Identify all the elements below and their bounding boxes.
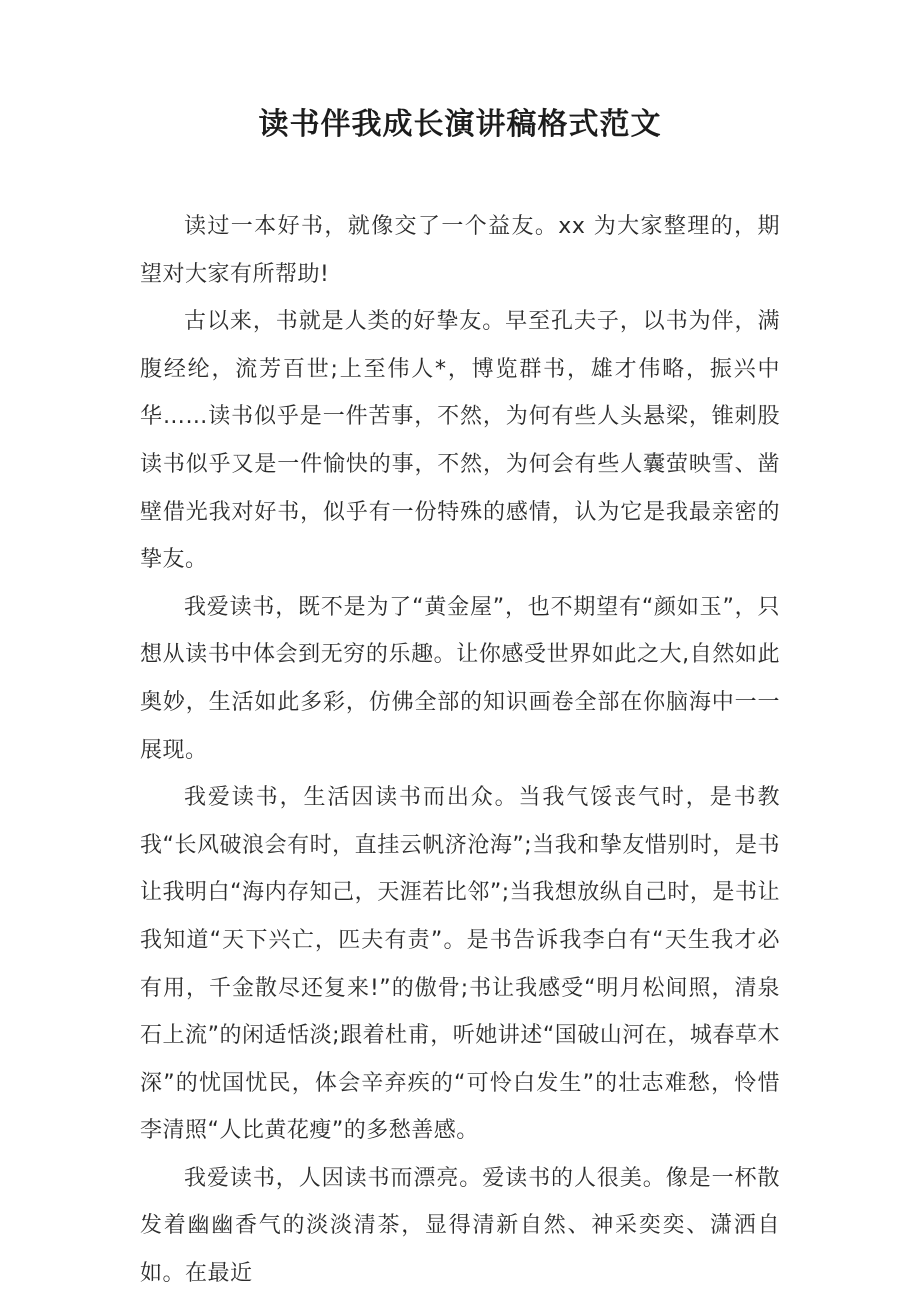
document-title: 读书伴我成长演讲稿格式范文 [258, 107, 662, 142]
paragraph-intro: 读过一本好书，就像交了一个益友。xx 为大家整理的，期望对大家有所帮助! [140, 214, 780, 287]
paragraph-love-reading-poems: 我爱读书，生活因读书而出众。当我气馁丧气时，是书教我“长风破浪会有时，直挂云帆济沧海”;当我和挚友惜别时，是书让我明白“海内存知己，天涯若比邻”;当我想放纵自己时，是书让我知道“天下兴亡，匹夫有责”。是书告诉我李白有“天生我才必有用，千金散尽还复来!”的傲骨;书让我感受“明月松间照，清泉石上流”的闲适恬淡;跟着杜甫，听她讲述“国破山河在，城春草木深”的忧国忧民，体会辛弃疾的“可怜白发生”的壮志难愁，怜惜李清照“人比黄花瘦”的多愁善感。 [140, 785, 780, 1144]
paragraph-love-reading-beauty: 我爱读书，人因读书而漂亮。爱读书的人很美。像是一杯散发着幽幽香气的淡淡清茶，显得清新自然、神采奕奕、潇洒自如。在最近 [140, 1165, 780, 1287]
paragraph-history-of-reading: 古以来，书就是人类的好挚友。早至孔夫子，以书为伴，满腹经纶，流芳百世;上至伟人*，博览群书，雄才伟略，振兴中华……读书似乎是一件苦事，不然，为何有些人头悬梁，锥刺股读书似乎又是一件愉快的事，不然，为何会有些人囊萤映雪、凿壁借光我对好书，似乎有一份特殊的感情，认为它是我最亲密的挚友。 [140, 309, 780, 573]
paragraph-love-reading-fun: 我爱读书，既不是为了“黄金屋”，也不期望有“颜如玉”，只想从读书中体会到无穷的乐趣。让你感受世界如此之大,自然如此奥妙，生活如此多彩，仿佛全部的知识画卷全部在你脑海中一一展现。 [140, 594, 780, 763]
